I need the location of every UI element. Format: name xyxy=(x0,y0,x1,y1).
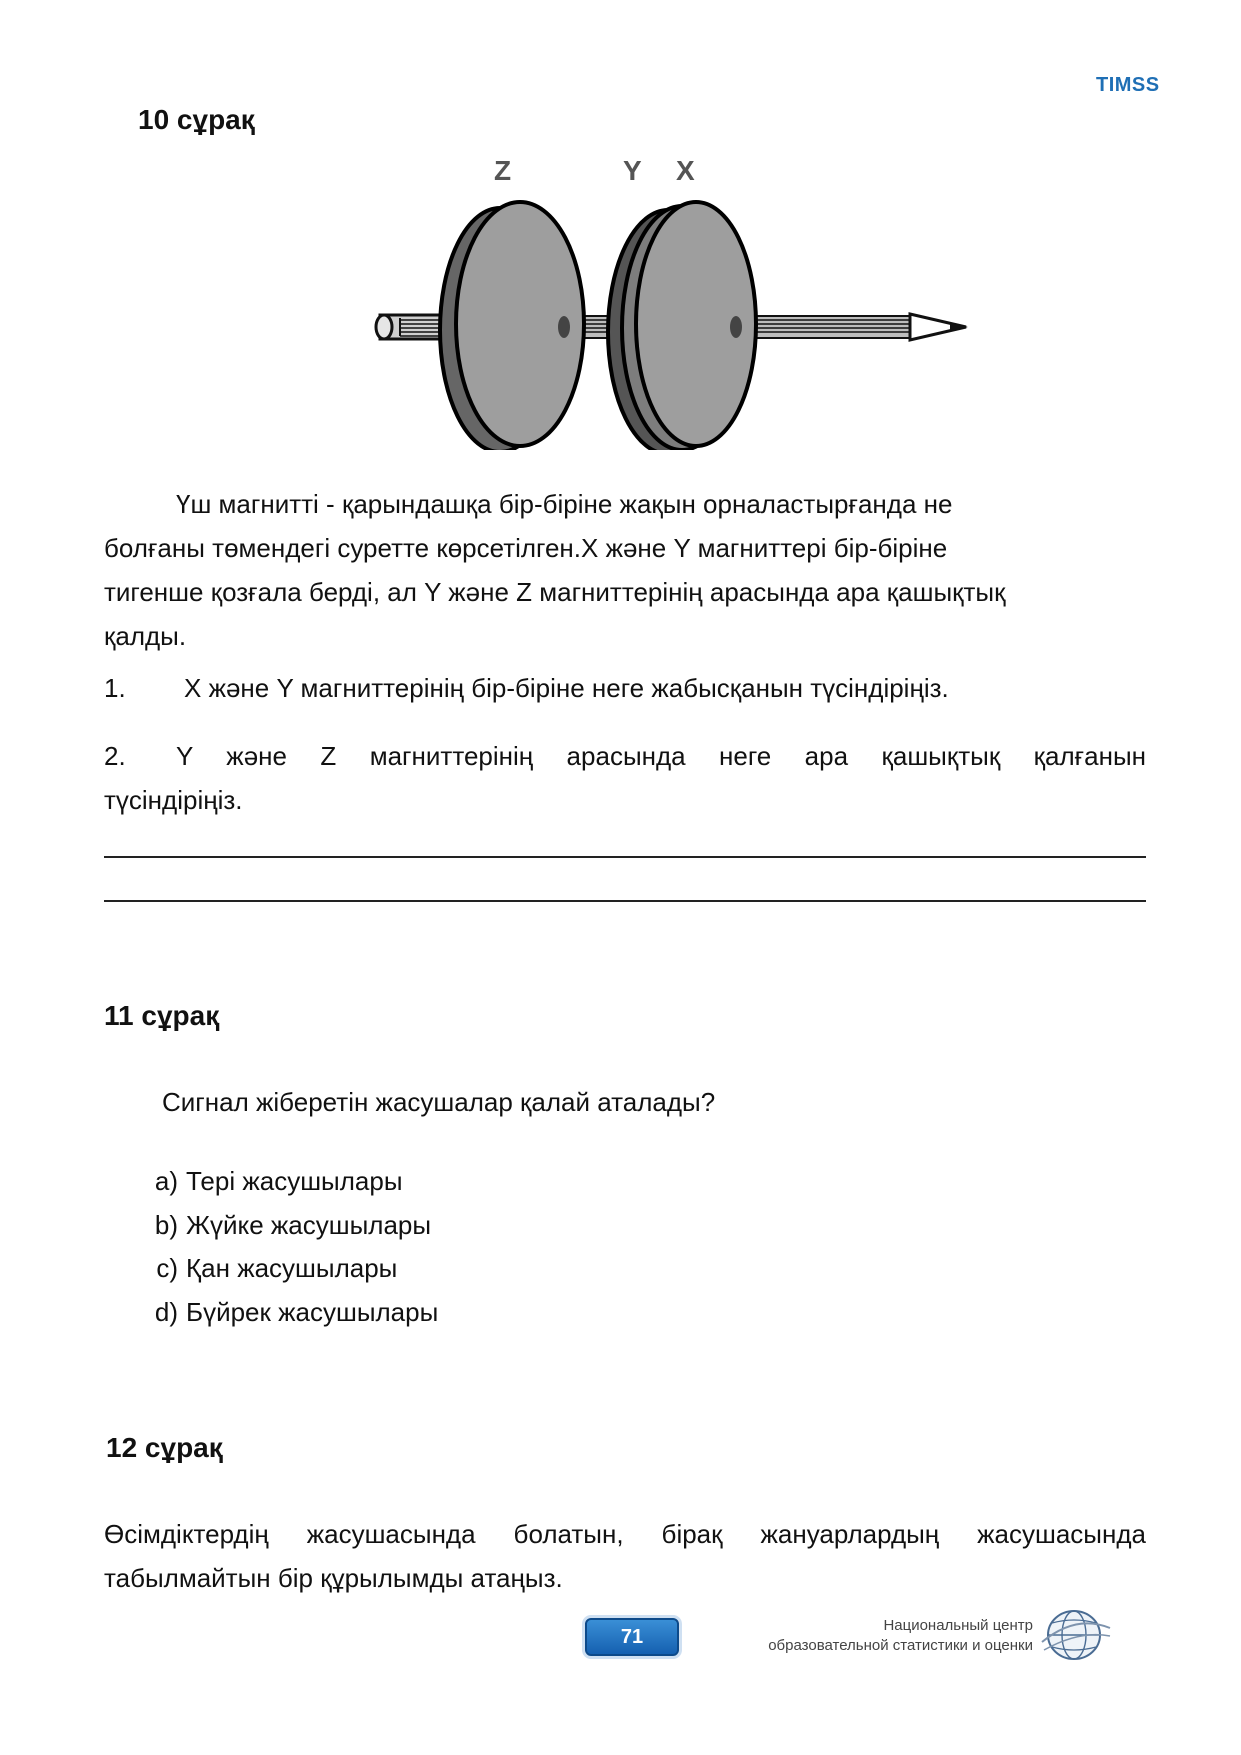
item-2-line-2: түсіндіріңіз. xyxy=(104,785,243,815)
header-tag: TIMSS xyxy=(1096,74,1160,96)
globe-logo-icon xyxy=(1040,1606,1112,1664)
question-11-title: 11 сұрақ xyxy=(104,1000,220,1031)
option-text: Тері жасушылары xyxy=(186,1166,403,1196)
org-line-1: Национальный центр xyxy=(883,1617,1033,1634)
option-b[interactable] xyxy=(140,1210,431,1241)
option-text: Қан жасушылары xyxy=(186,1253,398,1283)
question-10-item-2 xyxy=(104,734,1146,822)
question-12-line-1: Өсімдіктердің жасушасында болатын, бірақ жануарлардың жасушасында xyxy=(104,1519,1146,1549)
item-number: 1. xyxy=(104,673,126,703)
paragraph-line: қалды. xyxy=(104,621,187,651)
magnet-z xyxy=(440,202,584,450)
option-marker: c) xyxy=(156,1253,178,1283)
question-12-text xyxy=(104,1512,1146,1600)
magnets-on-pencil-diagram xyxy=(370,160,980,450)
question-10-title: 10 сұрақ xyxy=(138,104,255,135)
question-11-text: Сигнал жіберетін жасушалар қалай аталады? xyxy=(162,1087,716,1117)
page-number-badge: 71 xyxy=(585,1618,679,1656)
answer-line-1[interactable] xyxy=(104,856,1146,858)
question-12-title: 12 сұрақ xyxy=(106,1432,223,1463)
paragraph-line: тигенше қозғала берді, ал Y және Z магниттерінің арасында ара қашықтық xyxy=(104,577,1006,607)
question-10-item-1 xyxy=(104,666,949,710)
label-z: Z xyxy=(494,160,512,186)
item-text: X және Y магниттерінің бір-біріне неге жабысқанын түсіндіріңіз. xyxy=(184,673,949,703)
magnets-y-x xyxy=(608,202,756,450)
org-line-2: образовательной статистики и оценки xyxy=(768,1637,1033,1654)
item-number: 2. xyxy=(104,741,126,771)
option-marker: a) xyxy=(154,1166,178,1196)
question-12-line-2: табылмайтын бір құрылымды атаңыз. xyxy=(104,1563,563,1593)
question-10-paragraph xyxy=(104,482,1146,658)
option-text: Бүйрек жасушылары xyxy=(186,1297,439,1327)
option-d[interactable] xyxy=(140,1297,438,1328)
option-c[interactable] xyxy=(140,1253,397,1284)
item-2-line-1 xyxy=(104,734,1146,778)
option-text: Жүйке жасушылары xyxy=(186,1210,432,1240)
option-marker: b) xyxy=(154,1210,178,1240)
paragraph-line: Үш магнитті - қарындашқа бір-біріне жақын орналастырғанда не xyxy=(176,489,953,519)
footer-organization xyxy=(768,1616,1033,1656)
item-text: Y және Z магниттерінің арасында неге ара қашықтық қалғанын xyxy=(176,741,1146,771)
label-y: Y xyxy=(623,160,642,186)
answer-line-2[interactable] xyxy=(104,900,1146,902)
option-a[interactable] xyxy=(140,1166,403,1197)
option-marker: d) xyxy=(154,1297,178,1327)
label-x: X xyxy=(676,160,695,186)
paragraph-line: болғаны төмендегі суретте көрсетілген.X және Y магниттері бір-біріне xyxy=(104,533,948,563)
